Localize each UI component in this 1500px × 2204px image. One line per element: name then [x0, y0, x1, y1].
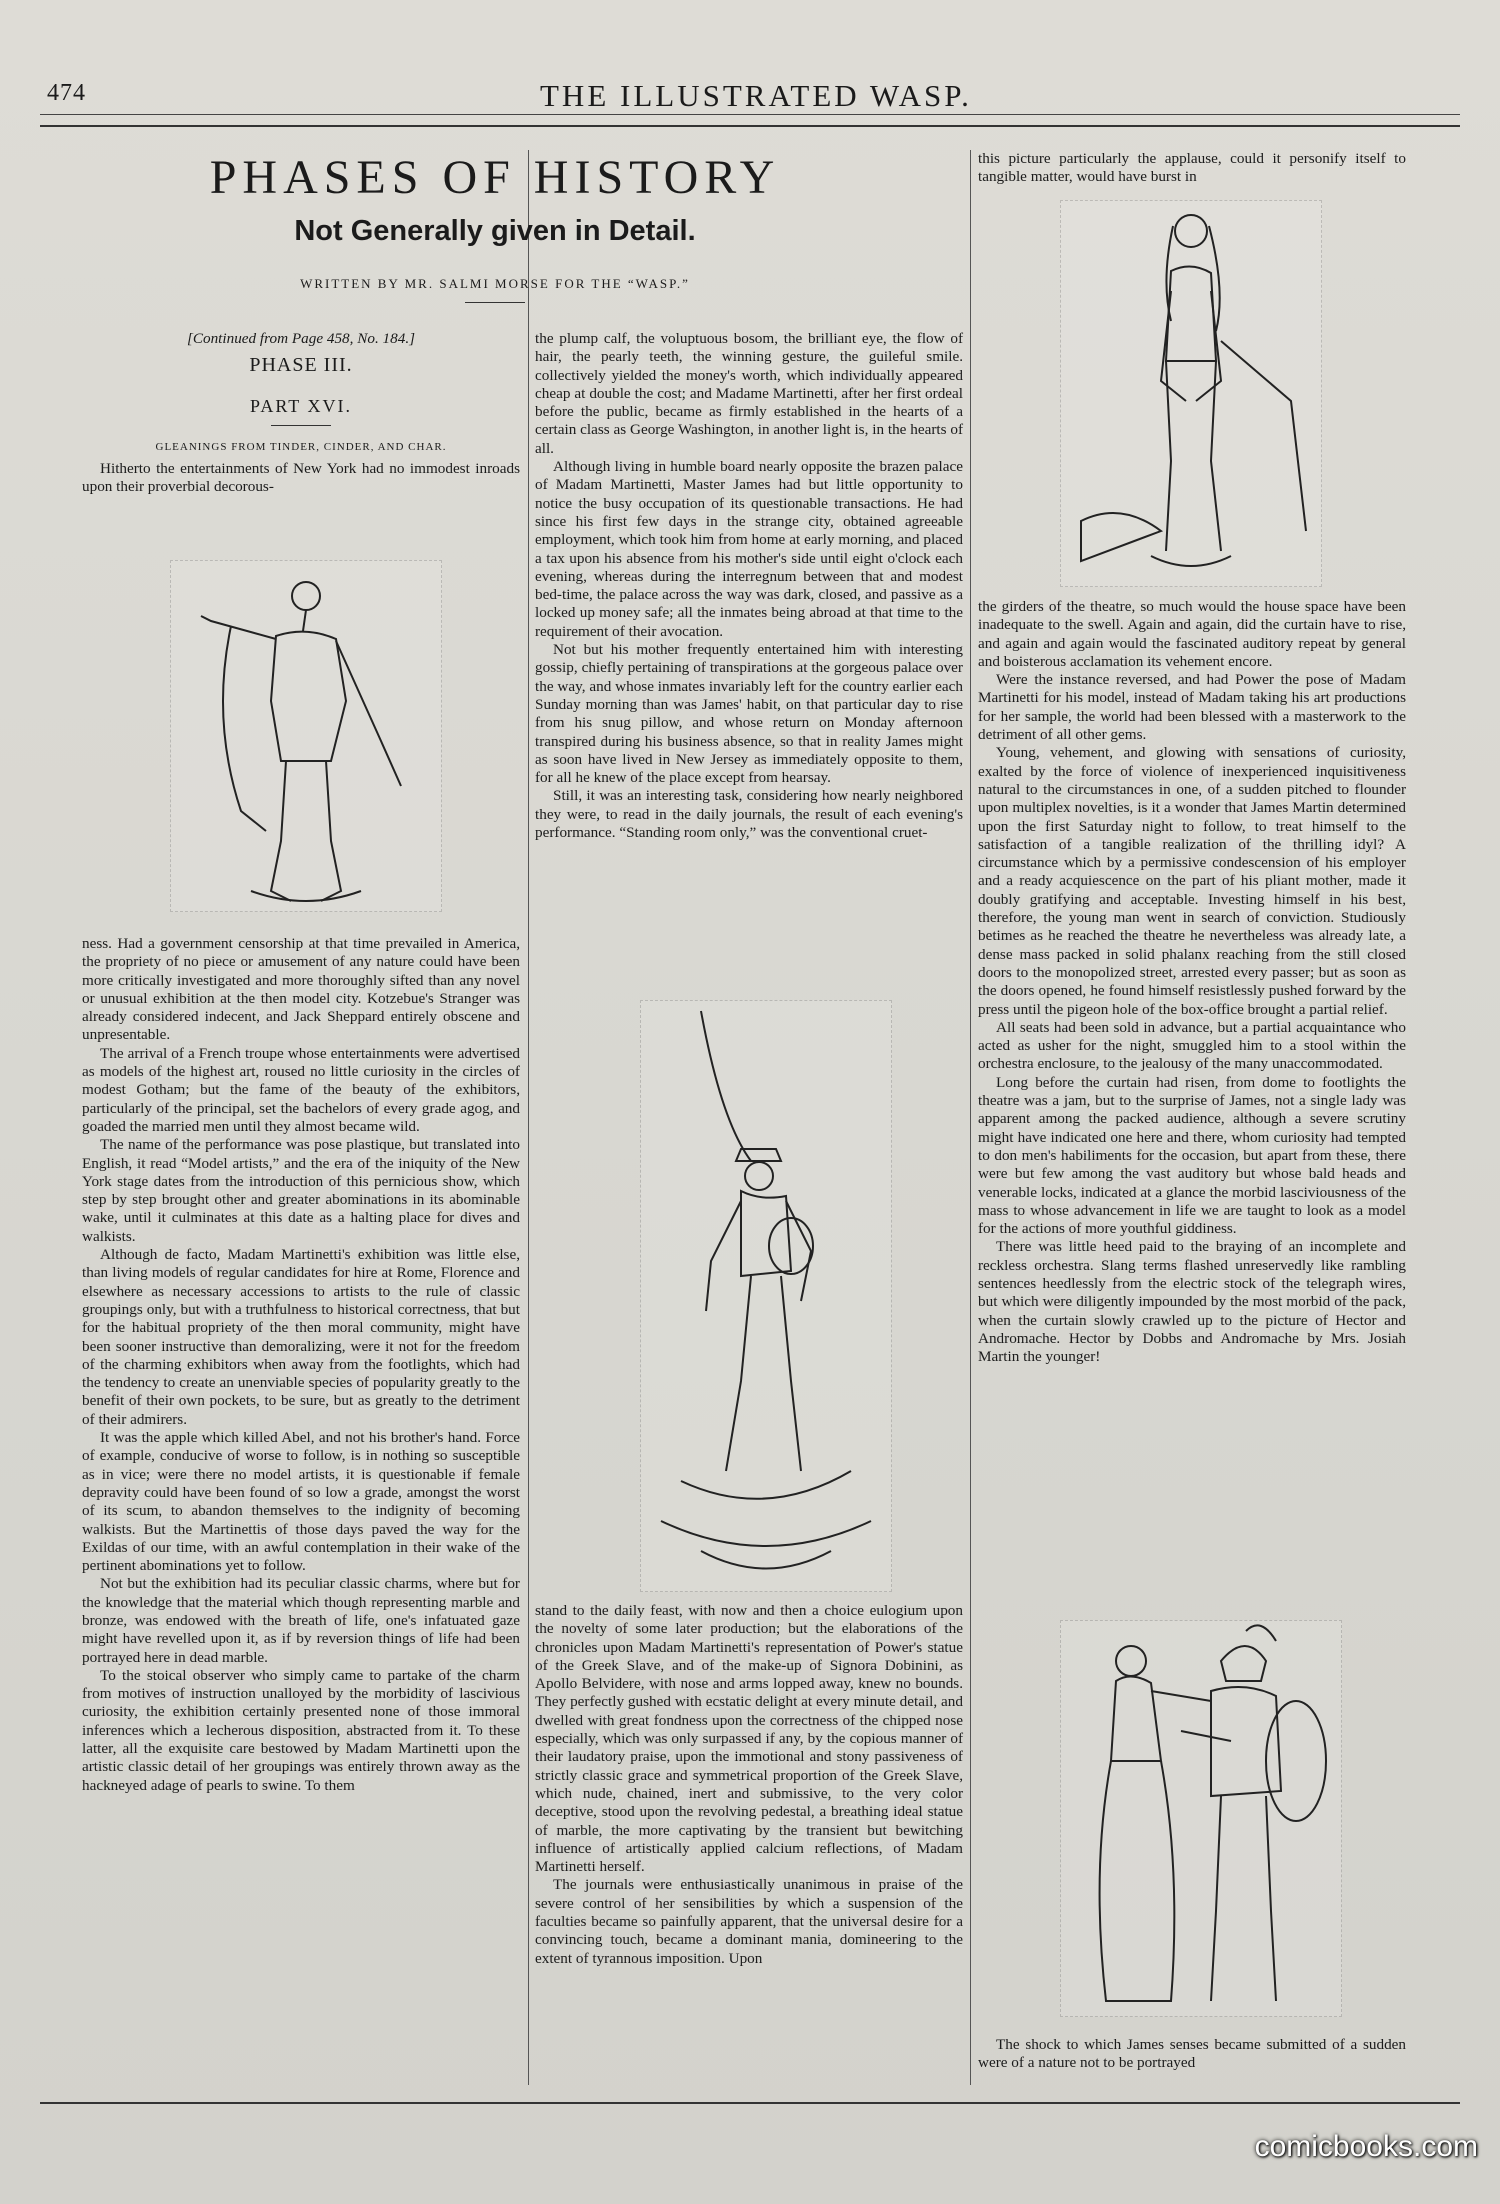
part-heading: PART XVI.: [250, 395, 352, 416]
phase-heading: PHASE III.: [249, 354, 353, 377]
paragraph: The journals were enthusiastically unanimous in praise of the severe control of her sensibilities by which a suspension of the faculties became so painfully apparent, that the universal desire for a convincing touch, became a dominant mania, domineering to the extent of tyrannous imposition. Upon: [535, 1876, 963, 1967]
paragraph: Not but the exhibition had its peculiar classic charms, where but for the knowledge that the material which though representing marble and bronze, was endowed with the breath of life, one's infatuated gaze might have revelled upon it, as if by reversion things of life had been portrayed here in dead marble.: [82, 1575, 520, 1666]
paragraph: It was the apple which killed Abel, and not his brother's hand. Force of example, conducive of worse to follow, is in nothing so susceptible as in vice; were there no model artists, it is questionable if female depravity could have been found of so low a grade, amongst the worst of its scum, to abandon themselves to the indignity of becoming walkists. But the Martinettis of those days paved the way for the Exildas of our time, with an awful contemplation in their wake of the pertinent abominations yet to follow.: [82, 1429, 520, 1575]
continued-note: [Continued from Page 458, No. 184.]: [186, 330, 416, 347]
paragraph: There was little heed paid to the braying of an incomplete and reckless orchestra. Slang terms flashed unreservedly like rambling sentences heedlessly from the electric stock of the telegraph wires, but which were diligently impounded by the most morbid of the pack, when the curtain slowly crawled up to the picture of Hector and Andromache. Hector by Dobbs and Andromache by Mrs. Josiah Martin the younger!: [978, 1238, 1406, 1366]
page-number: 474: [47, 80, 86, 106]
section-heading: GLEANINGS FROM TINDER, CINDER, AND CHAR.: [155, 440, 447, 453]
paragraph: ness. Had a government censorship at that time prevailed in America, the propriety of no piece or amusement of any nature could have been more critically investigated and more thoroughly sifted than any novel or unusual exhibition at the then model city. Kotzebue's Stranger was already considered indecent, and Jack Sheppard entirely obscene and unpresentable.: [82, 935, 520, 1044]
column-3-main: [978, 598, 1406, 1366]
illustration-fisherman: [640, 1000, 892, 1592]
illustration-standing-male: [170, 560, 442, 912]
hector-andromache-drawing: [1061, 1621, 1341, 2016]
paragraph: The arrival of a French troupe whose entertainments were advertised as models of the highest art, roused no little curiosity in the circles of modest Gotham; but the fame of the beauty of the exhibitors, particularly of the principal, set the bachelors of every grade agog, and goaded the married men until they almost became wild.: [82, 1044, 520, 1135]
part-rule: [271, 425, 331, 426]
illustration-greek-slave: [1060, 200, 1322, 587]
paragraph: Hitherto the entertainments of New York had no immodest inroads upon their proverbial decorous-: [82, 460, 520, 496]
paragraph: this picture particularly the applause, could it personify itself to tangible matter, would have burst in: [978, 150, 1406, 186]
fisherman-drawing: [641, 1001, 891, 1591]
paragraph: Not but his mother frequently entertained him with interesting gossip, chiefly pertaining of transpirations at the gorgeous palace over the way, and whose inmates invariably left for the country earlier each Sunday morning than was James' habit, on that particular day to rise from his snug pillow, and whose return on Monday afternoon transpired during his business absence, so that in reality James might as soon have lived in New Jersey as immediately opposite to them, for all he knew of the place except from hearsay.: [535, 641, 963, 787]
paragraph: Although de facto, Madam Martinetti's exhibition was little else, than living models of regular candidates for hire at Rome, Florence and elsewhere as necessary accessions to artists to the rule of classic groupings only, but with a truthfulness to historical correctness, that but for the habitual propriety of the then moral community, might have been sooner instructive than demoralizing, were it not for the freedom of the charming exhibitors when away from the footlights, which had the tendency to create an unenviable species of popularity greatly to the benefit of their own pockets, to be sure, but as greatly to the detriment of their admirers.: [82, 1246, 520, 1428]
article-title: PHASES OF HISTORY: [209, 151, 781, 204]
standing-male-drawing: [171, 561, 441, 911]
column-2-bottom: [535, 1602, 963, 1968]
article-subtitle: Not Generally given in Detail.: [294, 215, 696, 247]
column-1-main: [82, 935, 520, 1795]
byline-rule: [465, 302, 525, 303]
watermark: comicbooks.com: [1254, 2130, 1478, 2163]
column-3-top: [978, 150, 1406, 187]
paragraph: The name of the performance was pose plastique, but translated into English, it read “Model artists,” and the era of the iniquity of the New York stage dates from the introduction of this pernicious show, which step by step brought other and greater abominations in its abominable wake, until it culminates at this date as a halting place for dives and walkists.: [82, 1136, 520, 1245]
paragraph: The shock to which James senses became submitted of a sudden were of a nature not to be portrayed: [978, 2036, 1406, 2072]
paragraph: Still, it was an interesting task, considering how nearly neighbored they were, to read in the daily journals, the result of each evening's performance. “Standing room only,” was the conventional cruet-: [535, 787, 963, 842]
paragraph: All seats had been sold in advance, but a partial acquaintance who acted as usher for the night, smuggled him to a stool within the orchestra enclosure, to the jealousy of the many unaccommodated.: [978, 1018, 1406, 1073]
paragraph: Long before the curtain had risen, from dome to footlights the theatre was a jam, but to the surprise of James, not a single lady was apparent among the packed audience, although a severe scrutiny might have indicated one here and there, whom curiosity had tempted to don men's habiliments for the occasion, but apart from these, there were but few among the vast auditory but whose bald heads and venerable locks, indicated at a glance the morbid lasciviousness of the mass to whose advancement in life we are taught to look as a model for the actions of more youthful giddiness.: [978, 1073, 1406, 1238]
paragraph: To the stoical observer who simply came to partake of the charm from motives of instruction unalloyed by the morbidity of lascivious curiosity, the exhibition certainly presented none of those immoral inferences which a lecherous disposition, abstracted from it. To these latter, all the exquisite care bestowed by Madam Martinetti upon the artistic classic detail of her groupings was entirely thrown away as the hackneyed adage of pearls to swine. To them: [82, 1666, 520, 1794]
paragraph: Young, vehement, and glowing with sensations of curiosity, exalted by the force of violence of inexperienced inquisitiveness natural to the circumstances in one, of a sudden pitched to flounder upon multiplex novelties, is it a wonder that James Martin determined upon the first Saturday night to follow, to treat himself to the satisfaction of a tangible realization of the thrilling idyl? A circumstance which by a permissive condescension of his employer and a ready acquiescence on the part of his pliant mother, made it doubly gratifying and acceptable. Investing himself in his best, therefore, the young man went in search of conviction. Studiously betimes as he reached the theatre he nevertheless was already late, a dense mass packed in solid phalanx reaching from the still closed doors to the monopolized street, arrested every passer; but as soon as the doors opened, he found himself resistlessly pushed forward by the press until the pigeon hole of the box-office brought a partial relief.: [978, 744, 1406, 1018]
headline-block: [80, 150, 910, 303]
paragraph: Although living in humble board nearly opposite the brazen palace of Madam Martinetti, Master James had but little opportunity to notice the busy occupation of its questionable transactions. He had since his first few days in the strange city, obtained agreeable employment, which took him from home at early morning, and placed a tax upon his absence from his mother's side until eight o'clock each evening, whereas during the interregnum between that and modest bed-time, the palace across the way was dark, closed, and passive as a locked up money safe; all the inmates being abroad at that time to the requirement of their avocation.: [535, 458, 963, 640]
column-rule-2: [970, 150, 971, 2085]
column-3-bottom: [978, 2036, 1406, 2073]
paragraph: Were the instance reversed, and had Power the pose of Madam Martinetti for his model, instead of Madam taking his art productions for her sample, the world had been blessed with a masterwork to the detriment of all other gems.: [978, 671, 1406, 744]
column-1-top: [82, 330, 520, 497]
masthead: THE ILLUSTRATED WASP.: [540, 78, 972, 113]
byline: WRITTEN BY MR. SALMI MORSE FOR THE “WASP.”: [300, 276, 690, 291]
greek-slave-drawing: [1061, 201, 1321, 586]
paragraph: the plump calf, the voluptuous bosom, the brilliant eye, the flow of hair, the pearly teeth, the winning gesture, the guileful smile. collectively yielded the money's worth, which individually appeared cheap at double the cost; and Madame Martinetti, after her first ordeal before the public, became as firmly established in the hearts of a certain class as George Washington, in another light is, in the hearts of all.: [535, 330, 963, 457]
paragraph: the girders of the theatre, so much would the house space have been inadequate to the swell. Again and again, did the curtain have to rise, and again and again would the fascinated auditory repeat by general and boisterous acclamation its vehement encore.: [978, 598, 1406, 670]
column-rule-1: [528, 150, 529, 2085]
illustration-hector-andromache: [1060, 1620, 1342, 2017]
column-2-top: [535, 330, 963, 842]
paragraph: stand to the daily feast, with now and then a choice eulogium upon the novelty of some later production; but the elaborations of the chronicles upon Madam Martinetti's representation of Power's statue of the Greek Slave, and of the make-up of Signora Dobinini, as Apollo Belvidere, with nose and arms lopped away, knew no bounds. They perfectly gushed with ecstatic delight at every minute detail, and dwelled with great fondness upon the correctness of the chipped nose especially, which was only surpassed if any, by the copious manner of their laudatory praise, upon the immotional and stony passiveness of strictly classic grace and symmetrical proportion of the Greek Slave, which nude, chained, inert and submissive, to the very color deceptive, stood upon the revolving pedestal, a breathing ideal statue of marble, the more captivating by the transient but bewitching influence of artistically applied calcium reflections, of Madam Martinetti herself.: [535, 1602, 963, 1876]
